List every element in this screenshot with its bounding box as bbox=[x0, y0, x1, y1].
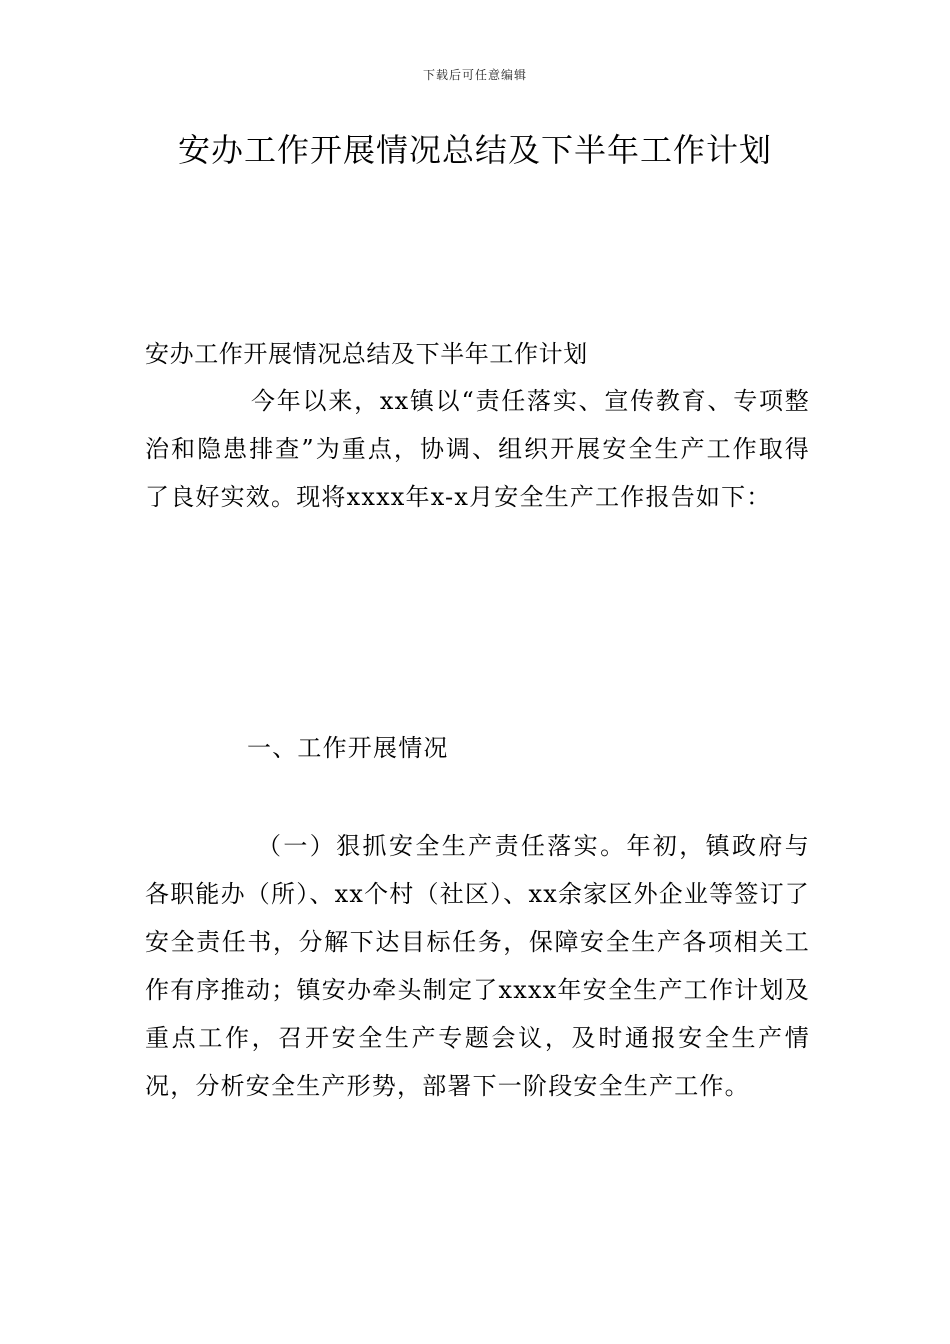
document-title: 安办工作开展情况总结及下半年工作计划 bbox=[177, 131, 772, 169]
section-paragraph: （一）狠抓安全生产责任落实。年初，镇政府与各职能办（所）、xx个村（社区）、xx余家区外企业等签订了安全责任书，分解下达目标任务，保障安全生产各项相关工作有序推动；镇安办牵头制定了xxxx年安全生产工作计划及重点工作，召开安全生产专题会议，及时通报安全生产情况，分析安全生产形势，部署下一阶段安全生产工作。 bbox=[145, 832, 810, 1100]
document-subtitle: 安办工作开展情况总结及下半年工作计划 bbox=[145, 340, 588, 368]
section-heading: 一、工作开展情况 bbox=[247, 734, 449, 762]
header-note: 下载后可任意编辑 bbox=[422, 68, 527, 82]
intro-paragraph: 今年以来，xx镇以“责任落实、宣传教育、专项整治和隐患排查”为重点，协调、组织开展安全生产工作取得了良好实效。现将xxxx年x-x月安全生产工作报告如下： bbox=[145, 387, 810, 511]
